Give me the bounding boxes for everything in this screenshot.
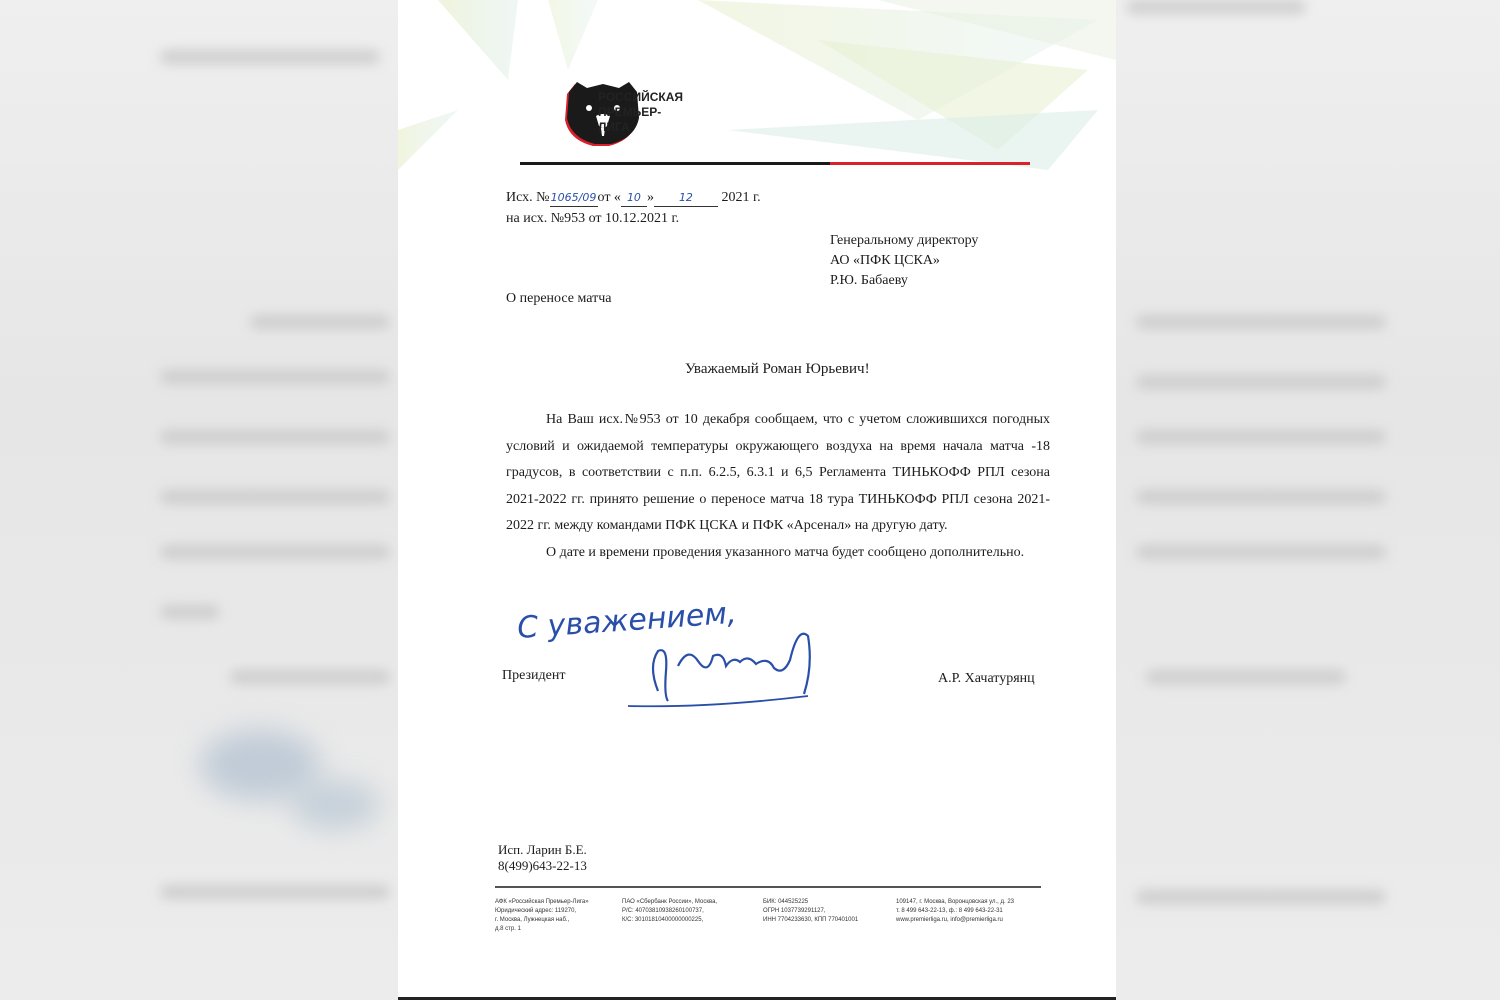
signer-role: Президент [502, 668, 566, 683]
incoming-reference: на исх. №953 от 10.12.2021 г. [506, 211, 680, 226]
ref-from: от « [597, 190, 621, 205]
letter-subject: О переносе матча [506, 291, 612, 306]
footer-col-registration [763, 898, 858, 925]
addressee-line-2: АО «ПФК ЦСКА» [830, 253, 940, 268]
addressee-block [830, 231, 978, 291]
ref-number: 1065/09 [550, 191, 597, 204]
ref-day: 10 [626, 191, 641, 204]
logo-line-3: ЛИГА [598, 120, 630, 134]
footer-line: АФК «Российская Премьер-Лига» [495, 899, 589, 905]
background-blur-right [1116, 0, 1500, 1000]
footer-line: д.8 стр. 1 [495, 926, 521, 932]
letter-greeting: Уважаемый Роман Юрьевич! [685, 361, 870, 377]
footer-line: г. Москва, Лужнецкая наб., [495, 917, 570, 923]
footer-line: БИК: 044525225 [763, 899, 809, 905]
footer-line: ИНН 7704233630, КПП 770401001 [763, 917, 859, 923]
document-page [398, 0, 1116, 1000]
ref-quote-close: » [646, 190, 654, 205]
footer-line: www.premierliga.ru, info@premierliga.ru [896, 917, 1003, 923]
ref-year: 2021 г. [721, 190, 761, 205]
logo-wordmark [598, 90, 718, 135]
body-paragraph-1: На Ваш исх.№953 от 10 декабря сообщаем, что с учетом сложившихся погодных условий и ожидаемой температуры окружающего воздуха на время начала матча -18 градусов, в соответствии с п.п. 6.2.5, 6.3.1 и 6,5 Регламента ТИНЬКОФФ РПЛ сезона 2021-2022 гг. принято решение о переносе матча 18 тура ТИНЬКОФФ РПЛ сезона 2021-2022 гг. между командами ПФК ЦСКА и ПФК «Арсенал» на другую дату. [506, 412, 1050, 533]
footer-rule [495, 886, 1041, 888]
footer-line: ПАО «Сбербанк России», Москва, [622, 899, 718, 905]
ref-month-field [654, 193, 718, 207]
footer-line: К/С: 30101810400000000225, [622, 917, 704, 923]
addressee-line-3: Р.Ю. Бабаеву [830, 273, 908, 288]
ref-month: 12 [678, 191, 693, 204]
signer-name: А.Р. Хачатурянц [938, 671, 1035, 686]
body-paragraph-2: О дате и времени проведения указанного матча будет сообщено дополнительно. [546, 544, 1025, 560]
signature-greeting: С уважением, [516, 596, 738, 646]
header-rule [520, 162, 1030, 166]
footer-line: Юридический адрес: 119270, [495, 908, 577, 914]
letter-body [506, 407, 1050, 566]
ref-prefix: Исх. № [506, 190, 550, 205]
footer-line: т. 8 499 643-22-13, ф.: 8 499 643-22-31 [896, 908, 1003, 914]
ref-day-field [621, 193, 647, 207]
footer-col-bank [622, 898, 717, 925]
footer-line: ОГРН 1037739291127, [763, 908, 826, 914]
ref-number-field [550, 193, 598, 207]
footer-line: Р/С: 40703810938260100737, [622, 908, 704, 914]
handwritten-signature [508, 596, 848, 716]
outgoing-reference [506, 190, 761, 207]
addressee-line-1: Генеральному директору [830, 233, 979, 248]
footer-line: 109147, г. Москва, Воронцовская ул., д. 23 [896, 899, 1015, 905]
logo-line-1: РОССИЙСКАЯ [598, 90, 684, 104]
executor-block [498, 842, 587, 874]
footer-col-contacts [896, 898, 1014, 925]
background-blur-left [0, 0, 398, 1000]
logo-line-2: ПРЕМЬЕР- [598, 105, 662, 119]
footer-col-legal [495, 898, 589, 934]
executor-phone: 8(499)643-22-13 [498, 858, 587, 873]
header-rays-decoration [398, 0, 1116, 200]
executor-name: Исп. Ларин Б.Е. [498, 842, 587, 857]
